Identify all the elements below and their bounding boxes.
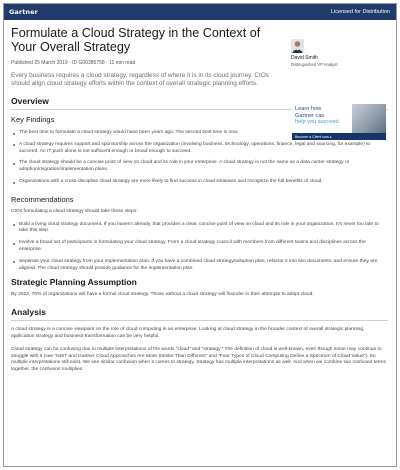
- article-content: [4, 20, 396, 374]
- avatar: [291, 39, 304, 53]
- list-item: Build a living cloud strategy document. If you haven't already, that provides a clear, concise point of view on cloud and its role in your organization. It's never too late to take this step.: [11, 222, 387, 236]
- key-findings-heading: Key Findings: [11, 115, 55, 124]
- list-item: The cloud strategy should be a concise point of view on cloud and its role in your enterprise. A cloud strategy is not the same as a data center strategy or adoption/migration/implementation plans.: [11, 160, 387, 174]
- list-item: A cloud strategy requires support and sponsorship across the organization (involving business, technology, operations, finance, legal and sourcing, for example) to succeed. An IT push alone is not sufficient enough or broad enough to succeed.: [11, 142, 387, 156]
- summary: Every business requires a cloud strategy, regardless of where it is in its cloud journey. CIOs should align cloud strategy efforts within the context of overall strategic planning efforts.: [11, 72, 269, 87]
- author-text: [291, 55, 391, 67]
- assumption-heading: Strategic Planning Assumption: [11, 277, 137, 288]
- top-bar: [4, 4, 396, 20]
- ad-text-panel: [292, 104, 352, 133]
- ad-line-3: help you succeed.: [295, 119, 341, 126]
- analysis-heading: Analysis: [11, 307, 46, 318]
- recommendations-heading: Recommendations: [11, 194, 74, 204]
- license-label: Licensed for Distribution: [330, 9, 390, 15]
- report-page: [3, 3, 397, 467]
- author-block[interactable]: [291, 39, 338, 67]
- list-item: Organizations with a cross-discipline cloud strategy are more likely to find success in cloud initiatives and recognize the full benefits of cloud.: [11, 179, 387, 186]
- ad-line-2: Gartner can: [295, 112, 325, 119]
- assumption-text: By 2022, 70% of organizations will have a formal cloud strategy. Those without a cloud strategy will flounder in their attempts to adopt cloud.: [11, 292, 314, 298]
- list-item: The best time to formulate a cloud strategy would have been years ago. The second best time is now.: [11, 130, 387, 137]
- analysis-paragraph: A cloud strategy is a concise viewpoint on the role of cloud computing in an enterprise. Looking at cloud strategy in the broader context of overall strategic planning, application strategy and business transformation can be very helpful.: [11, 327, 365, 339]
- author-role: Distinguished VP Analyst: [291, 62, 338, 67]
- page-title: Formulate a Cloud Strategy in the Context of Your Overall Strategy: [11, 26, 261, 54]
- list-item: Separate your cloud strategy from your implementation plan. If you have a combined cloud strategy/adoption plan, refactor it into two documents, and ensure they are aligned. The cloud strategy should provide guidance for the implementation plan.: [11, 259, 387, 273]
- overview-heading: Overview: [11, 96, 49, 106]
- recommendations-intro: CIOs formulating a cloud strategy should take these steps:: [11, 208, 138, 214]
- divider: [11, 320, 388, 321]
- gartner-logo[interactable]: Gartner: [9, 8, 38, 16]
- list-item: Involve a broad set of participants in formulating your cloud strategy. Form a cloud strategy council with members from different teams and disciplines across the enterprise.: [11, 240, 387, 254]
- author-name[interactable]: David Smith: [291, 55, 318, 61]
- publish-meta: Published 25 March 2019 - ID G00385758 - 11 min read: [11, 60, 136, 66]
- ad-line-1: Learn how: [295, 106, 322, 112]
- recommendations-list: [11, 222, 388, 273]
- become-client-link[interactable]: Become a Client now ▸: [295, 134, 332, 139]
- analysis-paragraph: Cloud strategy can be confusing due to multiple interpretations of the words “cloud” and “strategy.” The definition of cloud is well-known, even though some may continue to struggle with it (see “NIST and Gartner Cloud Approaches Are More Similar Than Different” and “Four Types of Cloud Computing Define a Spectrum of Cloud Value”). So multiple interpretations still exist. We see similar confusion when it comes to strategy. Strategy has multiple interpretations as well. And when we combine two confused terms together, the confusion multiplies.: [11, 346, 386, 373]
- ad-photo: [352, 104, 386, 133]
